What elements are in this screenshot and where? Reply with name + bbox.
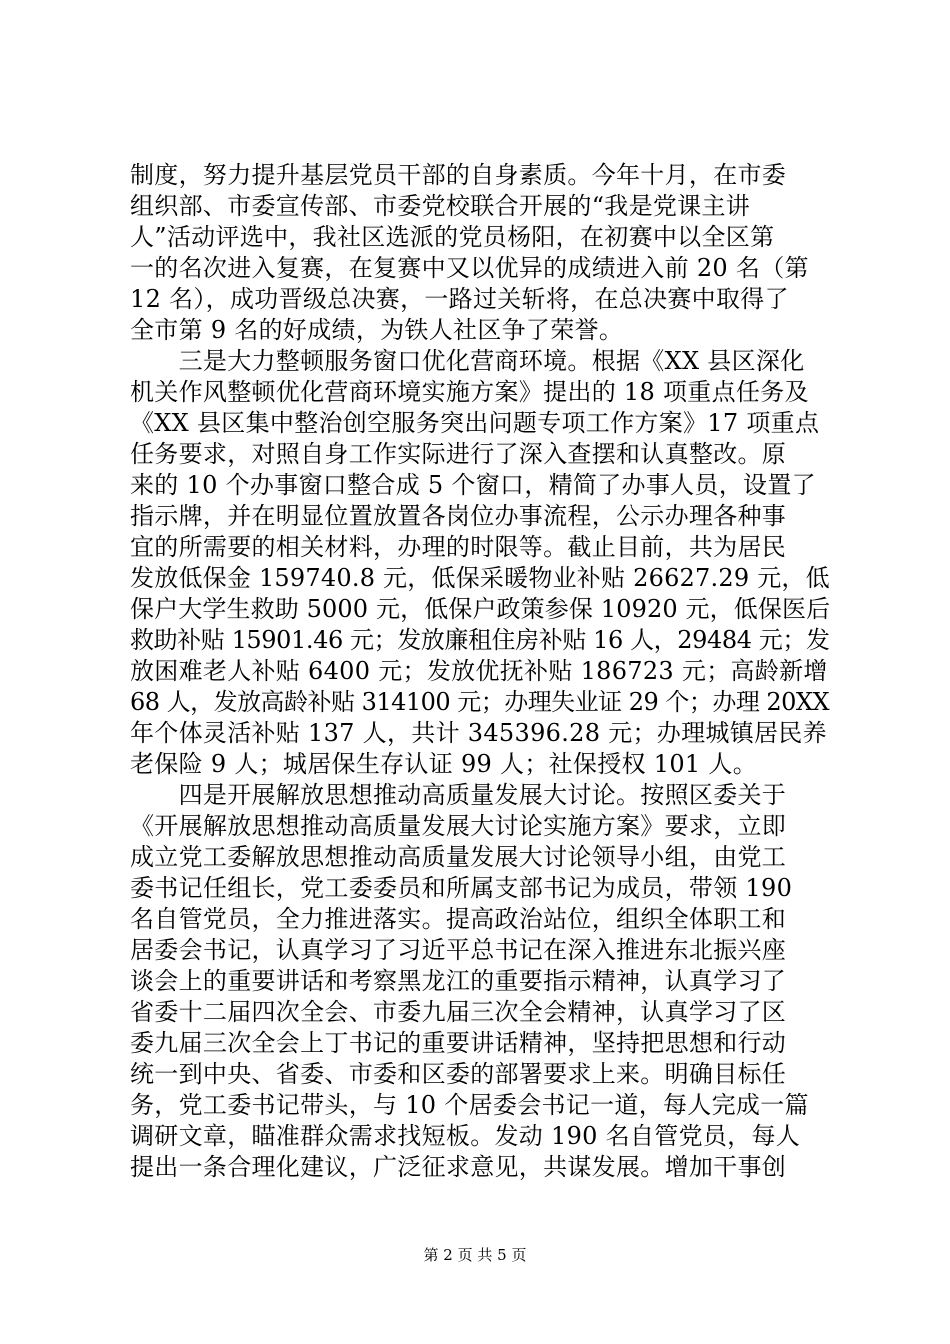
text-line: 年个体灵活补贴 137 人，共计 345396.28 元；办理城镇居民养 bbox=[130, 719, 827, 747]
text-line: 宜的所需要的相关材料，办理的时限等。截止目前，共为居民 bbox=[130, 533, 787, 561]
text-line: 指示牌，并在明显位置放置各岗位办事流程，公示办理各种事 bbox=[130, 502, 787, 530]
text-line: 救助补贴 15901.46 元；发放廉租住房补贴 16 人，29484 元；发 bbox=[130, 626, 830, 654]
text-line: 《XX 县区集中整治创空服务突出问题专项工作方案》17 项重点 bbox=[130, 409, 820, 437]
text-line: 保户大学生救助 5000 元，低保户政策参保 10920 元，低保医后 bbox=[130, 595, 831, 623]
text-line: 务，党工委书记带头，与 10 个居委会书记一道，每人完成一篇 bbox=[130, 1091, 809, 1119]
text-line: 调研文章，瞄准群众需求找短板。发动 190 名自管党员，每人 bbox=[130, 1122, 801, 1150]
text-line: 居委会书记，认真学习了习近平总书记在深入推进东北振兴座 bbox=[130, 936, 787, 964]
text-line: 任务要求，对照自身工作实际进行了深入查摆和认真整改。原 bbox=[130, 440, 787, 468]
text-line: 委九届三次全会上丁书记的重要讲话精神，坚持把思想和行动 bbox=[130, 1029, 787, 1057]
text-line: 省委十二届四次全会、市委九届三次全会精神，认真学习了区 bbox=[130, 998, 787, 1026]
text-line: 四是开展解放思想推动高质量发展大讨论。按照区委关于 bbox=[130, 781, 787, 809]
text-line: 统一到中央、省委、市委和区委的部署要求上来。明确目标任 bbox=[130, 1060, 787, 1088]
text-line: 成立党工委解放思想推动高质量发展大讨论领导小组，由党工 bbox=[130, 843, 787, 871]
text-line: 发放低保金 159740.8 元，低保采暖物业补贴 26627.29 元，低 bbox=[130, 564, 830, 592]
text-line: 来的 10 个办事窗口整合成 5 个窗口，精简了办事人员，设置了 bbox=[130, 471, 816, 499]
text-line: 名自管党员，全力推进落实。提高政治站位，组织全体职工和 bbox=[130, 905, 787, 933]
text-line: 一的名次进入复赛，在复赛中又以优异的成绩进入前 20 名（第 bbox=[130, 254, 809, 282]
text-line: 三是大力整顿服务窗口优化营商环境。根据《XX 县区深化 bbox=[130, 347, 805, 375]
text-line: 委书记任组长，党工委委员和所属支部书记为成员，带领 190 bbox=[130, 874, 793, 902]
text-line: 制度，努力提升基层党员干部的自身素质。今年十月，在市委 bbox=[130, 161, 787, 189]
text-line: 《开展解放思想推动高质量发展大讨论实施方案》要求，立即 bbox=[130, 812, 787, 840]
text-line: 谈会上的重要讲话和考察黑龙江的重要指示精神，认真学习了 bbox=[130, 967, 787, 995]
text-line: 机关作风整顿优化营商环境实施方案》提出的 18 项重点任务及 bbox=[130, 378, 809, 406]
text-line: 放困难老人补贴 6400 元；发放优抚补贴 186723 元；高龄新增 bbox=[130, 657, 828, 685]
text-line: 组织部、市委宣传部、市委党校联合开展的“我是党课主讲 bbox=[130, 192, 751, 220]
text-line: 老保险 9 人；城居保生存认证 99 人；社保授权 101 人。 bbox=[130, 750, 757, 778]
text-line: 12 名），成功晋级总决赛，一路过关斩将，在总决赛中取得了 bbox=[130, 285, 789, 313]
text-line: 全市第 9 名的好成绩，为铁人社区争了荣誉。 bbox=[130, 316, 624, 344]
text-line: 提出一条合理化建议，广泛征求意见，共谋发展。增加干事创 bbox=[130, 1153, 787, 1181]
text-line: 68 人，发放高龄补贴 314100 元；办理失业证 29 个；办理 20XX bbox=[130, 688, 830, 716]
page-footer: 第 2 页 共 5 页 bbox=[423, 1246, 527, 1264]
text-line: 人”活动评选中，我社区选派的党员杨阳，在初赛中以全区第 bbox=[130, 223, 775, 251]
body-text bbox=[130, 160, 830, 1183]
